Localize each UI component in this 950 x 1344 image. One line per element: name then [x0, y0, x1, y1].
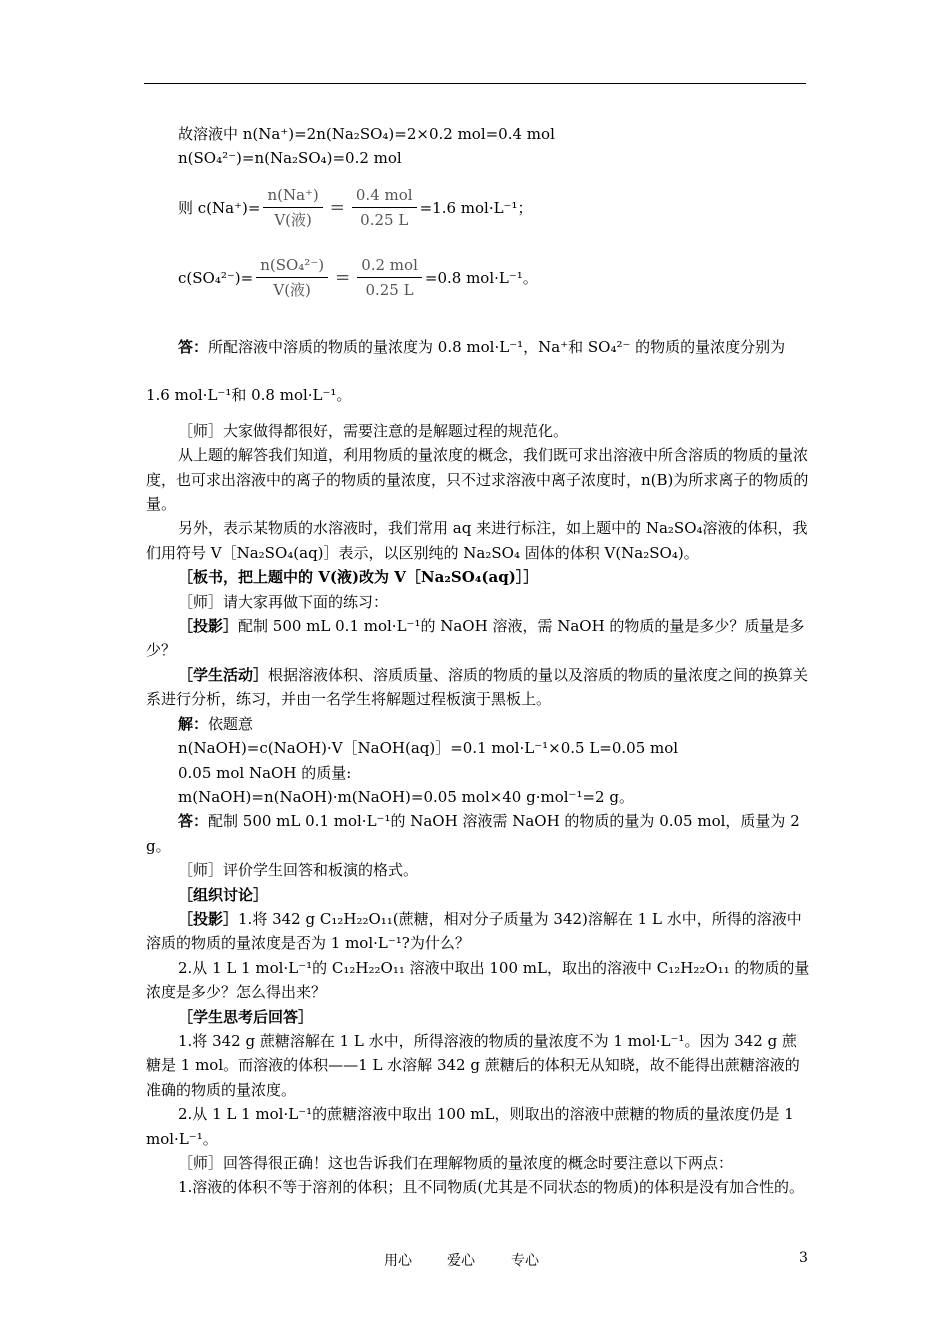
paragraph-text: 根据溶液体积、溶质质量、溶质的物质的量以及溶质的物质的量浓度之间的换算关系进行分析，练习，并由一名学生将解题过程板演于黑板上。 — [146, 665, 809, 709]
paragraph-text: 配制 500 mL 0.1 mol·L⁻¹的 NaOH 溶液，需 NaOH 的物质的量是多少？质量是多少？ — [146, 617, 805, 660]
paragraph: m(NaOH)=n(NaOH)·m(NaOH)=0.05 mol×40 g·mol⁻¹=2 g。 — [178, 787, 634, 806]
fraction — [352, 185, 417, 230]
paragraph: n(NaOH)=c(NaOH)·V［NaOH(aq)］=0.1 mol·L⁻¹×0.5 L=0.05 mol — [178, 739, 679, 758]
paragraph: 2.从 1 L 1 mol·L⁻¹的蔗糖溶液中取出 100 mL，则取出的溶液中蔗糖的物质的量浓度仍是 1 mol·L⁻¹。 — [146, 1105, 794, 1148]
paragraph-text: 配制 500 mL 0.1 mol·L⁻¹的 NaOH 溶液需 NaOH 的物质的量为 0.05 mol，质量为 2 g。 — [146, 812, 800, 855]
fraction-denominator: 0.25 L — [365, 281, 414, 300]
paragraph: n(SO₄²⁻)=n(Na₂SO₄)=0.2 mol — [178, 149, 402, 168]
paragraph: ［师］评价学生回答和板演的格式。 — [178, 861, 419, 880]
answer-paragraph — [146, 323, 810, 419]
fraction-numerator: 0.4 mol — [352, 185, 417, 208]
fraction-denominator: V(液) — [274, 211, 312, 230]
paragraph: 2.从 1 L 1 mol·L⁻¹的 C₁₂H₂₂O₁₁ 溶液中取出 100 mL，取出的溶液中 C₁₂H₂₂O₁₁ 的物质的量浓度是多少？怎么得出来？ — [146, 958, 810, 1002]
equation-prefix: c(SO₄²⁻)= — [178, 268, 254, 287]
equals-sign: = — [329, 196, 345, 218]
footer-text: 爱心 — [447, 1253, 475, 1269]
fraction-numerator: 0.2 mol — [357, 255, 422, 278]
paragraph: 1.将 342 g 蔗糖溶解在 1 L 水中，所得溶液的物质的量浓度不为 1 mol·L⁻¹。因为 342 g 蔗糖是 1 mol。而溶液的体积——1 L 水溶解 342 g 蔗糖后的体积无从知晓，故不能得出蔗糖溶液的准确的物质的量浓度。 — [146, 1031, 800, 1099]
paragraph-text: 1.将 342 g C₁₂H₂₂O₁₁(蔗糖，相对分子质量为 342)溶解在 1 L 水中，所得的溶液中溶质的物质的量浓度是否为 1 mol·L⁻¹?为什么？ — [146, 909, 802, 953]
paragraph — [146, 907, 810, 956]
paragraph: ［师］请大家再做下面的练习： — [178, 592, 389, 611]
paragraph: ［师］回答得很正确！这也告诉我们在理解物质的量浓度的概念时要注意以下两点： — [178, 1154, 734, 1172]
section-heading: ［组织讨论］ — [178, 885, 269, 904]
equals-sign: = — [335, 266, 351, 288]
equation-prefix: 则 c(Na⁺)= — [178, 198, 261, 217]
paragraph: ［师］大家做得都很好，需要注意的是解题过程的规范化。 — [178, 421, 569, 440]
paragraph — [146, 712, 810, 736]
answer-text: 所配溶液中溶质的物质的量浓度为 0.8 mol·L⁻¹，Na⁺和 SO₄²⁻ 的物质的量浓度分别为 1.6 mol·L⁻¹和 0.8 mol·L⁻¹。 — [146, 337, 786, 404]
section-label: ［投影］ — [178, 909, 239, 928]
page-number: 3 — [799, 1250, 808, 1266]
paragraph — [146, 663, 810, 712]
answer-label: 答： — [178, 812, 209, 831]
paragraph: 0.05 mol NaOH 的质量: — [178, 763, 352, 782]
equation-na — [146, 171, 810, 245]
paragraph: 另外，表示某物质的水溶液时，我们常用 aq 来进行标注，如上题中的 Na₂SO₄溶液的体积，我们用符号 V［Na₂SO₄(aq)］表示，以区别纯的 Na₂SO₄ 固体的体积 V(Na₂SO₄)。 — [146, 519, 808, 562]
equation-result: =1.6 mol·L⁻¹； — [419, 198, 533, 217]
fraction — [357, 255, 422, 300]
fraction — [256, 255, 328, 300]
section-label: ［投影］ — [178, 617, 239, 636]
fraction-denominator: 0.25 L — [360, 211, 409, 230]
paragraph: 1.溶液的体积不等于溶剂的体积；且不同物质(尤其是不同状态的物质)的体积是没有加合性的。 — [178, 1178, 805, 1197]
footer-text: 用心 — [384, 1253, 412, 1269]
section-label: ［学生活动］ — [178, 665, 269, 684]
fraction-denominator: V(液) — [273, 281, 311, 300]
solution-label: 解： — [178, 714, 209, 733]
fraction-numerator: n(Na⁺) — [263, 185, 322, 208]
paragraph — [146, 809, 810, 858]
paragraph: 从上题的解答我们知道，利用物质的量浓度的概念，我们既可求出溶液中所含溶质的物质的量浓度，也可求出溶液中的离子的物质的量浓度，只不过求溶液中离子浓度时，n(B)为所求离子的物质的量。 — [146, 446, 809, 514]
answer-label: 答： — [178, 337, 209, 356]
body-text — [146, 122, 810, 1200]
equation-so4 — [146, 245, 810, 311]
paragraph — [146, 614, 810, 663]
equation-result: =0.8 mol·L⁻¹。 — [424, 268, 538, 287]
section-heading: ［学生思考后回答］ — [178, 1007, 314, 1026]
header-rule — [144, 83, 806, 84]
paragraph-text: 依题意 — [208, 714, 254, 733]
footer-text: 专心 — [511, 1253, 539, 1269]
fraction-numerator: n(SO₄²⁻) — [256, 255, 328, 278]
board-note: ［板书，把上题中的 V(液)改为 V［Na₂SO₄(aq)］］ — [178, 568, 539, 587]
fraction — [263, 185, 322, 230]
paragraph: 故溶液中 n(Na⁺)=2n(Na₂SO₄)=2×0.2 mol=0.4 mol — [178, 125, 555, 143]
